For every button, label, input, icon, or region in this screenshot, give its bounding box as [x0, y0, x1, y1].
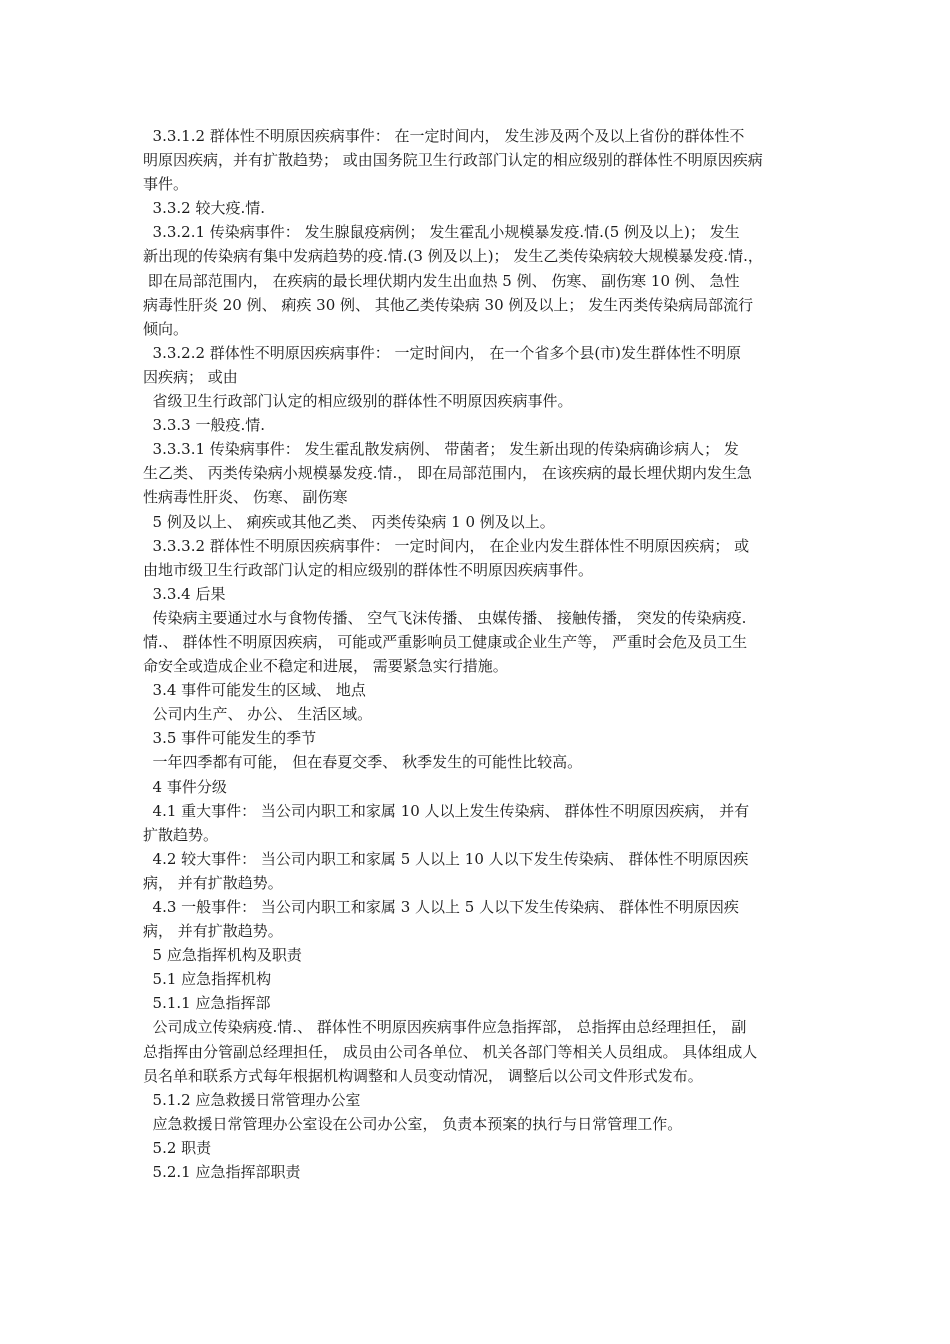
text-line: 5.2 职责: [143, 1138, 212, 1157]
paragraph-p9: [143, 534, 813, 582]
text-line: 病毒性肝炎 20 例、 痢疾 30 例、 其他乙类传染病 30 例及以上； 发生丙类传染病局部流行: [143, 295, 754, 314]
paragraph-p6: [143, 413, 813, 437]
text-line: 3.5 事件可能发生的季节: [143, 729, 317, 748]
text-line: 性病毒性肝炎、 伤寒、 副伤寒: [143, 488, 348, 507]
text-line: 5.1.2 应急救援日常管理办公室: [143, 1090, 361, 1109]
text-line: 因疾病； 或由: [143, 367, 238, 386]
text-line: 新出现的传染病有集中发病趋势的疫.情.(3 例及以上)； 发生乙类传染病较大规模暴发疫.情.，: [143, 247, 763, 266]
text-line: 应急救援日常管理办公室设在公司办公室， 负责本预案的执行与日常管理工作。: [143, 1114, 683, 1133]
text-line: 4.3 一般事件： 当公司内职工和家属 3 人以上 5 人以下发生传染病、 群体性不明原因疾: [143, 898, 739, 916]
paragraph-p21: [143, 967, 813, 991]
text-line: 3.3.3.2 群体性不明原因疾病事件： 一定时间内， 在企业内发生群体性不明原因疾病； 或: [143, 536, 750, 555]
text-line: 公司成立传染病疫.情.、 群体性不明原因疾病事件应急指挥部， 总指挥由总经理担任， 副: [143, 1018, 747, 1037]
paragraph-p27: [143, 1160, 813, 1184]
paragraph-p11: [143, 606, 813, 678]
text-line: 倾向。: [143, 319, 189, 338]
text-line: 即在局部范围内， 在疾病的最长埋伏期内发生出血热 5 例、 伤寒、 副伤寒 10 例、 急性: [143, 271, 740, 290]
text-line: 员名单和联系方式每年根据机构调整和人员变动情况， 调整后以公司文件形式发布。: [143, 1066, 703, 1085]
text-line: 总指挥由分管副总经理担任， 成员由公司各单位、 机关各部门等相关人员组成。 具体组成人: [143, 1042, 758, 1061]
text-line: 4 事件分级: [143, 777, 227, 796]
paragraph-p14: [143, 726, 813, 750]
text-line: 一年四季都有可能， 但在春夏交季、 秋季发生的可能性比较高。: [143, 753, 583, 772]
text-line: 公司内生产、 办公、 生活区域。: [143, 705, 373, 724]
text-line: 情.、 群体性不明原因疾病， 可能或严重影响员工健康或企业生产等， 严重时会危及员工生: [143, 632, 748, 651]
text-line: 病， 并有扩散趋势。: [143, 873, 283, 892]
text-line: 5.2.1 应急指挥部职责: [143, 1163, 301, 1182]
text-line: 3.3.2 较大疫.情.: [143, 199, 266, 218]
text-line: 生乙类、 丙类传染病小规模暴发疫.情.， 即在局部范围内， 在该疾病的最长埋伏期内发生急: [143, 464, 752, 483]
paragraph-p18: [143, 847, 813, 895]
paragraph-p7: [143, 437, 813, 509]
text-line: 3.3.2.1 传染病事件： 发生腺鼠疫病例； 发生霍乱小规模暴发疫.情.(5 例及以上)； 发生: [143, 223, 740, 242]
text-line: 3.3.3 一般疫.情.: [143, 416, 266, 435]
paragraph-p4: [143, 341, 813, 389]
paragraph-p3: [143, 220, 813, 340]
text-line: 省级卫生行政部门认定的相应级别的群体性不明原因疾病事件。: [143, 392, 573, 411]
text-line: 命安全或造成企业不稳定和进展， 需要紧急实行措施。: [143, 657, 508, 676]
paragraph-p19: [143, 895, 813, 943]
text-line: 由地市级卫生行政部门认定的相应级别的群体性不明原因疾病事件。: [143, 560, 594, 579]
paragraph-p15: [143, 750, 813, 774]
text-line: 4.1 重大事件： 当公司内职工和家属 10 人以上发生传染病、 群体性不明原因疾病， 并有: [143, 801, 750, 820]
paragraph-p8: [143, 510, 813, 534]
text-line: 事件。: [143, 175, 189, 194]
text-line: 3.3.3.1 传染病事件： 发生霍乱散发病例、 带菌者； 发生新出现的传染病确诊病人； 发: [143, 440, 739, 459]
paragraph-p17: [143, 799, 813, 847]
text-line: 5 例及以上、 痢疾或其他乙类、 丙类传染病 1 0 例及以上。: [143, 512, 555, 531]
paragraph-p22: [143, 991, 813, 1015]
paragraph-p25: [143, 1112, 813, 1136]
paragraph-p24: [143, 1088, 813, 1112]
text-line: 3.3.4 后果: [143, 584, 226, 603]
paragraph-p12: [143, 678, 813, 702]
text-line: 3.4 事件可能发生的区域、 地点: [143, 681, 366, 700]
paragraph-p1: [143, 124, 813, 196]
text-line: 3.3.2.2 群体性不明原因疾病事件： 一定时间内， 在一个省多个县(市)发生群体性不明原: [143, 343, 742, 362]
text-line: 5 应急指挥机构及职责: [143, 946, 302, 965]
document-body: [143, 124, 813, 1184]
paragraph-p26: [143, 1136, 813, 1160]
paragraph-p23: [143, 1015, 813, 1087]
paragraph-p16: [143, 775, 813, 799]
paragraph-p2: [143, 196, 813, 220]
text-line: 扩散趋势。: [143, 825, 219, 844]
paragraph-p5: [143, 389, 813, 413]
text-line: 4.2 较大事件： 当公司内职工和家属 5 人以上 10 人以下发生传染病、 群体性不明原因疾: [143, 849, 749, 868]
text-line: 明原因疾病，并有扩散趋势； 或由国务院卫生行政部门认定的相应级别的群体性不明原因疾病: [143, 151, 763, 170]
paragraph-p13: [143, 702, 813, 726]
paragraph-p20: [143, 943, 813, 967]
text-line: 5.1.1 应急指挥部: [143, 994, 271, 1013]
text-line: 病， 并有扩散趋势。: [143, 922, 283, 941]
paragraph-p10: [143, 582, 813, 606]
text-line: 3.3.1.2 群体性不明原因疾病事件： 在一定时间内， 发生涉及两个及以上省份的群体性不: [143, 127, 745, 145]
text-line: 传染病主要通过水与食物传播、 空气飞沫传播、 虫媒传播、 接触传播， 突发的传染病疫.: [143, 608, 747, 627]
text-line: 5.1 应急指挥机构: [143, 970, 272, 989]
